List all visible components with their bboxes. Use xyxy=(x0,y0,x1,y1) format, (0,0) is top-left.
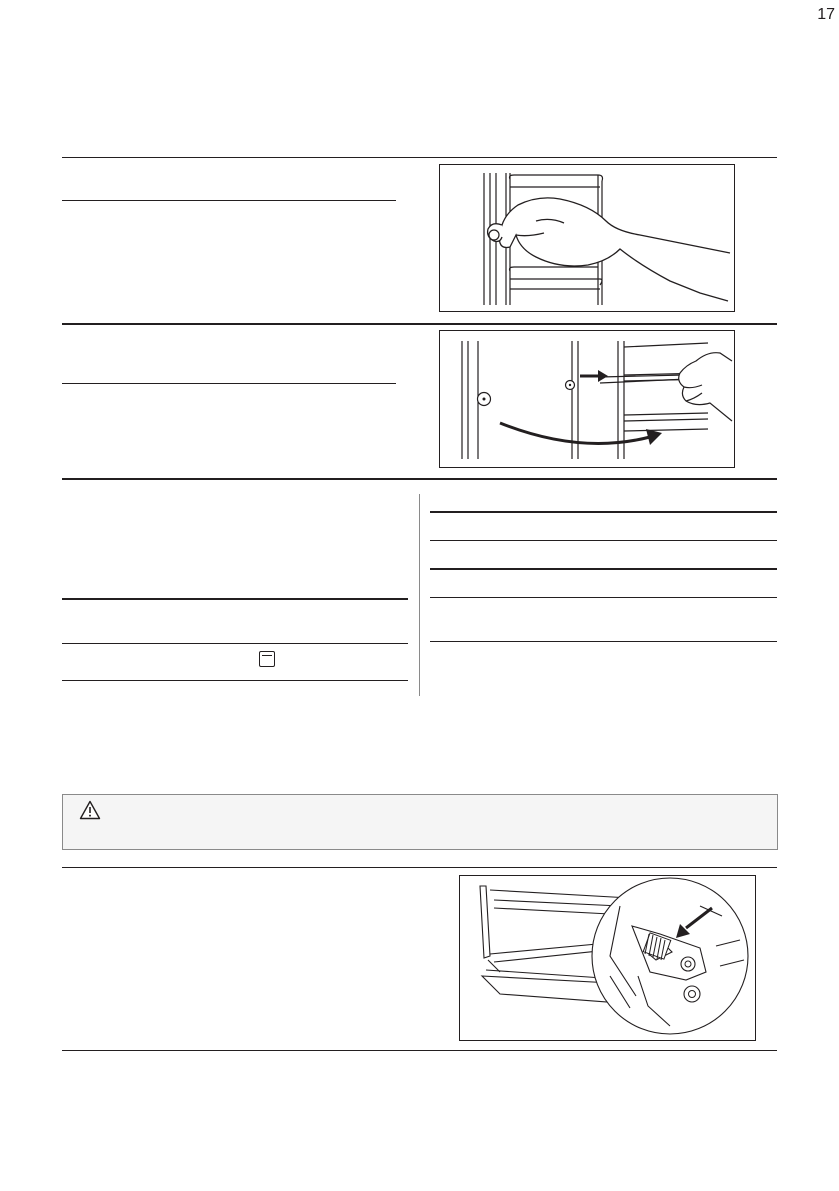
step-rule-1 xyxy=(62,200,396,201)
warning-box xyxy=(62,794,778,850)
section-rule-3 xyxy=(62,478,777,480)
right-table-row-rule-3 xyxy=(430,641,777,642)
left-table-row-rule-2 xyxy=(62,680,408,681)
section-rule-2 xyxy=(62,323,777,325)
left-table-header-rule xyxy=(62,598,408,600)
right-table-header-rule-2 xyxy=(430,568,777,570)
oven-function-icon xyxy=(259,651,275,667)
section-rule-top xyxy=(62,157,777,158)
column-divider xyxy=(419,494,420,696)
page-number: 17 xyxy=(817,6,835,23)
figure-door-hinge xyxy=(459,875,756,1041)
left-table-row-rule-1 xyxy=(62,643,408,644)
step-rule-2 xyxy=(62,383,396,384)
warning-triangle-icon xyxy=(79,800,101,820)
figure-shelf-support-rear xyxy=(439,330,735,468)
section-rule-bottom xyxy=(62,1050,777,1051)
figure-shelf-support-front xyxy=(439,164,735,312)
right-table-header-rule xyxy=(430,511,777,513)
right-table-row-rule-1 xyxy=(430,540,777,541)
right-table-row-rule-2 xyxy=(430,597,777,598)
section-rule-4 xyxy=(62,867,777,868)
